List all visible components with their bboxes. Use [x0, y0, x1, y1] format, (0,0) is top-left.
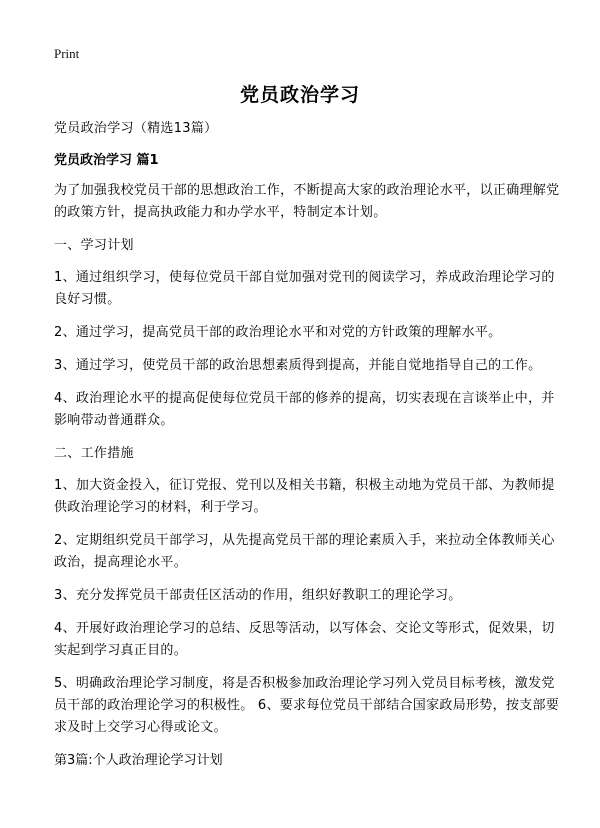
plan-heading: 一、学习计划 — [54, 238, 134, 253]
plan-item: 1、通过组织学习，使每位党员干部自觉加强对党刊的阅读学习，养成政治理论学习的良好习惯。 — [54, 270, 555, 307]
plan-item: 2、通过学习，提高党员干部的政治理论水平和对党的方针政策的理解水平。 — [54, 325, 502, 340]
measures-item: 5、明确政治理论学习制度，将是否积极参加政治理论学习列入党员目标考核，激发党员干部的政治理论学习的积极性。 6、要求每位党员干部结合国家政局形势，按支部要求及时上交学习心得或论文。 — [54, 676, 560, 735]
measures-heading: 二、工作措施 — [54, 446, 134, 461]
intro-paragraph: 为了加强我校党员干部的思想政治工作，不断提高大家的政治理论水平，以正确理解党的政策方针，提高执政能力和办学水平，特制定本计划。 — [54, 183, 560, 220]
print-label: Print — [54, 46, 80, 61]
measures-item: 1、加大资金投入，征订党报、党刊以及相关书籍，积极主动地为党员干部、为教师提供政治理论学习的材料，利于学习。 — [54, 478, 555, 515]
page-title: 党员政治学习 — [239, 84, 360, 106]
section-heading: 党员政治学习 篇1 — [54, 153, 159, 168]
measures-item: 2、定期组织党员干部学习，从先提高党员干部的理论素质入手，来拉动全体教师关心政治，提高理论水平。 — [54, 533, 555, 570]
measures-item: 4、开展好政治理论学习的总结、反思等活动，以写体会、交论文等形式，促效果，切实起到学习真正目的。 — [54, 621, 555, 658]
next-section-heading: 第3篇:个人政治理论学习计划 — [54, 753, 223, 768]
plan-item: 4、政治理论水平的提高促使每位党员干部的修养的提高，切实表现在言谈举止中，并影响带动普通群众。 — [54, 391, 555, 428]
plan-item: 3、通过学习，使党员干部的政治思想素质得到提高，并能自觉地指导自己的工作。 — [54, 358, 542, 373]
document-subtitle: 党员政治学习（精选13篇） — [54, 121, 218, 136]
measures-item: 3、充分发挥党员干部责任区活动的作用，组织好教职工的理论学习。 — [54, 588, 462, 603]
document-body — [54, 118, 560, 785]
